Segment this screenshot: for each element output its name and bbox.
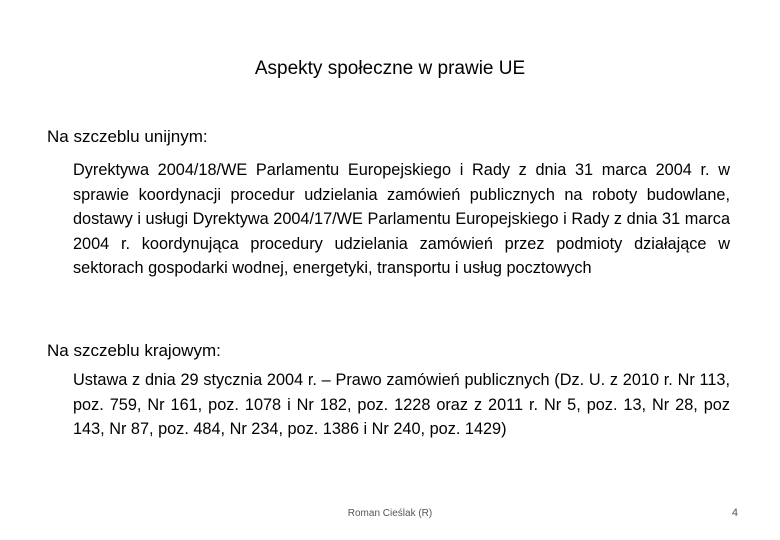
page-number: 4 (731, 507, 738, 519)
footer-author: Roman Cieślak (R) (347, 508, 433, 519)
section-text-national: Ustawa z dnia 29 stycznia 2004 r. – Prawo zamówień publicznych (Dz. U. z 2010 r. Nr 113, poz. 759, Nr 161, poz. 1078 i Nr 182, poz. 1228 oraz z 2011 r. Nr 5, poz. 13, Nr 28, poz 143, Nr 87, poz. 484, Nr 234, poz. 1386 i Nr 240, poz. 1429) (73, 371, 730, 439)
section-heading-eu: Na szczeblu unijnym: (47, 127, 208, 146)
section-text-eu: Dyrektywa 2004/18/WE Parlamentu Europejskiego i Rady z dnia 31 marca 2004 r. w sprawie koordynacji procedur udzielania zamówień publicznych na roboty budowlane, dostawy i usługi Dyrektywa 2004/17/WE Parlamentu Europejskiego i Rady z dnia 31 marca 2004 r. koordynująca procedury udzielania zamówień przez podmioty działające w sektorach gospodarki wodnej, energetyki, transportu i usług pocztowych (73, 161, 730, 278)
slide-title: Aspekty społeczne w prawie UE (254, 58, 526, 79)
section-heading-national: Na szczeblu krajowym: (47, 341, 221, 360)
